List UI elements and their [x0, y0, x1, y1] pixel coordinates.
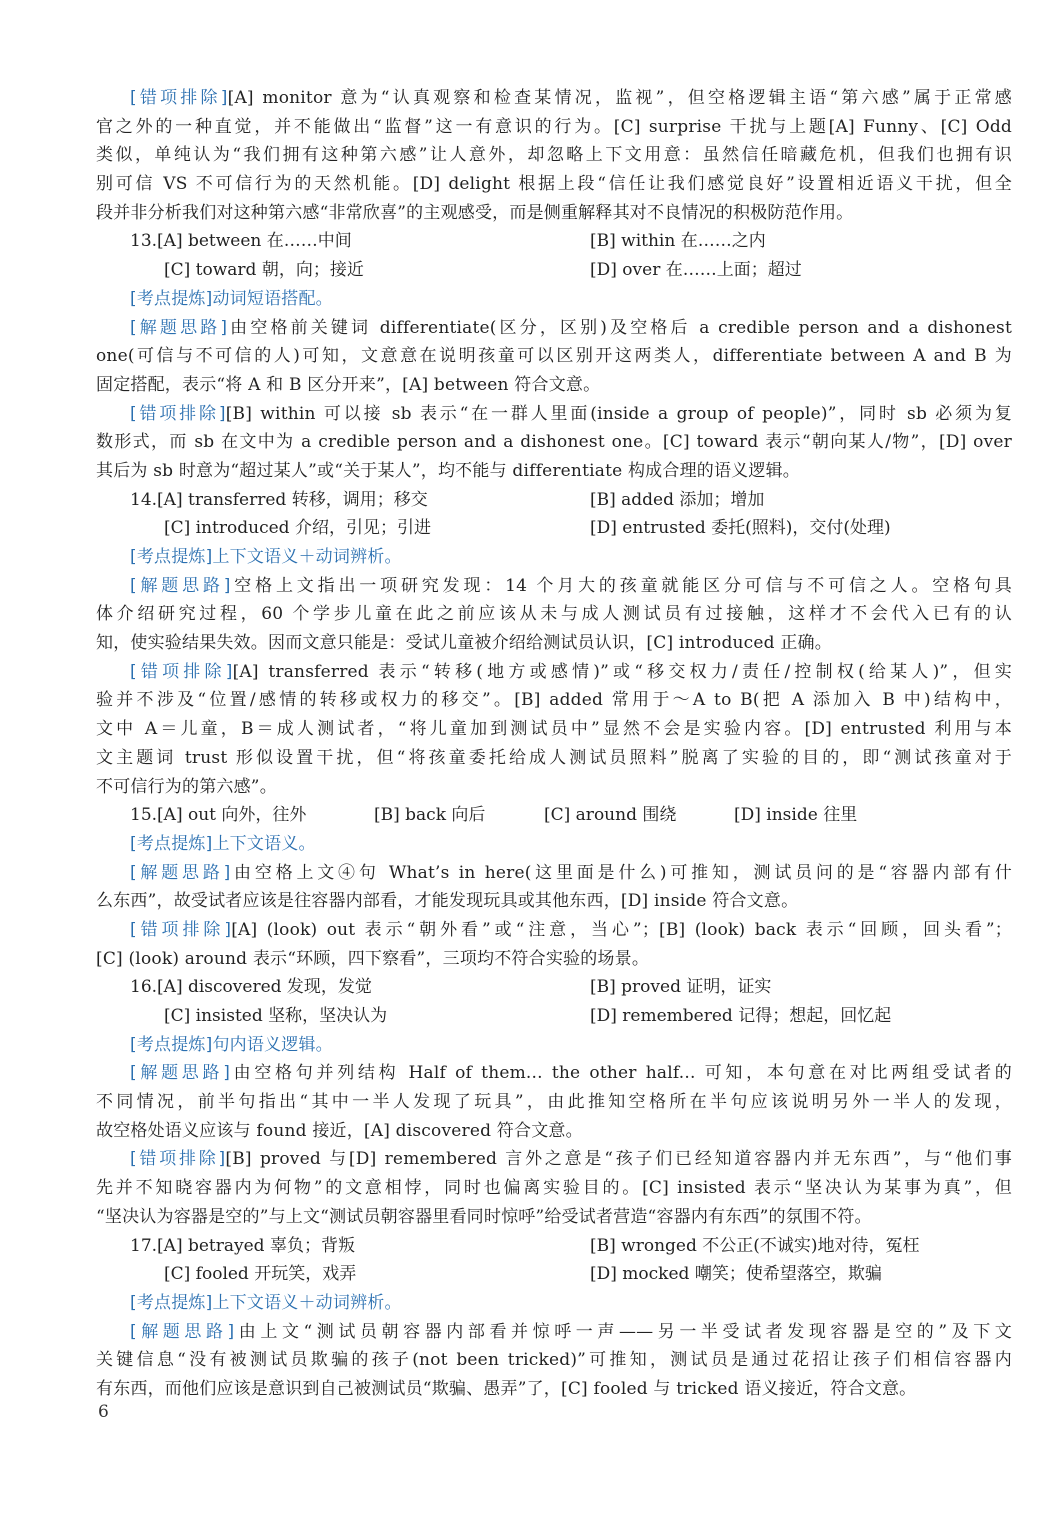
page-content	[96, 84, 1012, 1404]
option-d: [D] mocked 嘲笑；使希望落空，欺骗	[590, 1264, 882, 1285]
paragraph-line: [错项排除][A] monitor 意为“认真观察和检查某情况，监视”，但空格逻辑主语“第六感”属于正常感	[130, 88, 1013, 108]
option-a: 13.[A] between 在……中间	[130, 231, 352, 252]
option-a: 15.[A] out 向外，往外	[130, 805, 307, 826]
question-17-options	[96, 1232, 1012, 1261]
key-point: [考点提炼]上下文语义＋动词辨析。	[130, 1292, 402, 1313]
question-14-options	[96, 486, 1012, 515]
elimination-line: [C] (look) around 表示“环顾，四下察看”，三项均不符合实验的场景。	[96, 948, 650, 969]
reasoning-line: [解题思路]由空格句并列结构 Half of them... the other half... 可知，本句意在对比两组受试者的	[130, 1063, 1012, 1084]
option-c: [C] fooled 开玩笑，戏弄	[164, 1264, 357, 1285]
elimination-line: 不可信行为的第六感”。	[96, 776, 277, 797]
option-c: [C] introduced 介绍，引见；引进	[164, 518, 431, 539]
reasoning-line: 故空格处语义应该与 found 接近，[A] discovered 符合文意。	[96, 1120, 583, 1141]
option-b: [B] within 在……之内	[590, 231, 766, 252]
question-13-options	[96, 256, 1012, 285]
reasoning-line: 固定搭配，表示“将 A 和 B 区分开来”，[A] between 符合文意。	[96, 374, 601, 395]
reasoning-line: 不同情况，前半句指出“其中一半人发现了玩具”，由此推知空格所在半句应该说明另外一半人的发现，	[96, 1092, 1012, 1113]
option-b: [B] added 添加；增加	[590, 489, 765, 510]
option-c: [C] toward 朝，向；接近	[164, 260, 364, 281]
reasoning-line: [解题思路]由空格上文④句 What’s in here(这里面是什么)可推知，测试员问的是“容器内部有什	[130, 862, 1012, 883]
question-17-options	[96, 1260, 1012, 1289]
paragraph-line: 段并非分析我们对这种第六感“非常欣喜”的主观感受，而是侧重解释其对不良情况的积极防范作用。	[96, 202, 854, 223]
elimination-line: 验并不涉及“位置/感情的转移或权力的移交”。[B] added 常用于～A to B(把 A 添加入 B 中)结构中，	[96, 690, 1012, 711]
elimination-line: 文主题词 trust 形似设置干扰，但“将孩童委托给成人测试员照料”脱离了实验的目的，即“测试孩童对于	[96, 747, 1012, 768]
elimination-line: 先并不知晓容器内为何物”的文意相悖，同时也偏离实验目的。[C] insisted 表示“坚决认为某事为真”，但	[96, 1178, 1012, 1199]
page-number: 6	[98, 1402, 109, 1422]
key-point: [考点提炼]上下文语义。	[130, 833, 316, 854]
option-a: 16.[A] discovered 发现，发觉	[130, 977, 372, 998]
elimination-line: 其后为 sb 时意为“超过某人”或“关于某人”，均不能与 differentiate 构成合理的语义逻辑。	[96, 460, 800, 481]
option-d: [D] inside 往里	[734, 805, 858, 826]
reasoning-line: [解题思路]由上文“测试员朝容器内部看并惊呼一声——另一半受试者发现容器是空的”及下文	[130, 1321, 1013, 1342]
option-c: [C] around 围绕	[544, 805, 677, 826]
reasoning-line: 有东西，而他们应该是意识到自己被测试员“欺骗、愚弄”了，[C] fooled 与 tricked 语义接近，符合文意。	[96, 1378, 917, 1399]
reasoning-line: 知，使实验结果失效。因而文意只能是：受试儿童被介绍给测试员认识，[C] introduced 正确。	[96, 633, 832, 654]
option-b: [B] proved 证明，证实	[590, 977, 772, 998]
elimination-line: [错项排除][B] proved 与[D] remembered 言外之意是“孩子们已经知道容器内并无东西”，与“他们事	[130, 1149, 1012, 1170]
elimination-line: [错项排除][A] transferred 表示“转移(地方或感情)”或“移交权力/责任/控制权(给某人)”，但实	[130, 661, 1012, 682]
question-16-options	[96, 973, 1012, 1002]
question-15-options	[96, 801, 1012, 830]
option-a: 14.[A] transferred 转移，调用；移交	[130, 489, 428, 510]
question-14-options	[96, 514, 1012, 543]
paragraph-line: 别可信 VS 不可信行为的天然机能。[D] delight 根据上段“信任让我们感觉良好”设置相近语义干扰，但全	[96, 174, 1012, 195]
label-elimination: [错项排除]	[130, 88, 228, 108]
option-b: [B] back 向后	[374, 805, 486, 826]
option-a: 17.[A] betrayed 辜负；背叛	[130, 1235, 355, 1256]
reasoning-line: [解题思路]空格上文指出一项研究发现：14 个月大的孩童就能区分可信与不可信之人。空格句具	[130, 575, 1013, 596]
elimination-line: 文中 A＝儿童，B＝成人测试者，“将儿童加到测试员中”显然不会是实验内容。[D] entrusted 利用与本	[96, 719, 1012, 740]
question-16-options	[96, 1002, 1012, 1031]
elimination-line: 数形式，而 sb 在文中为 a credible person and a dishonest one。[C] toward 表示“朝向某人/物”，[D] over	[96, 432, 1012, 453]
key-point: [考点提炼]动词短语搭配。	[130, 288, 333, 309]
elimination-line: [错项排除][B] within 可以接 sb 表示“在一群人里面(inside a group of people)”，同时 sb 必须为复	[130, 403, 1013, 424]
key-point: [考点提炼]上下文语义＋动词辨析。	[130, 547, 402, 567]
reasoning-line: 体介绍研究过程，60 个学步儿童在此之前应该从未与成人测试员有过接触，这样才不会代入已有的认	[96, 604, 1012, 625]
elimination-line: [错项排除][A] (look) out 表示“朝外看”或“注意，当心”；[B] (look) back 表示“回顾，回头看”；	[130, 919, 1012, 940]
option-d: [D] remembered 记得；想起，回忆起	[590, 1006, 892, 1026]
reasoning-line: [解题思路]由空格前关键词 differentiate(区分，区别)及空格后 a credible person and a dishonest	[130, 317, 1012, 338]
option-d: [D] entrusted 委托(照料)，交付(处理)	[590, 518, 891, 539]
reasoning-line: 关键信息“没有被测试员欺骗的孩子(not been tricked)”可推知，测试员是通过花招让孩子们相信容器内	[96, 1350, 1012, 1371]
option-b: [B] wronged 不公正(不诚实)地对待，冤枉	[590, 1235, 920, 1256]
paragraph-line: 类似，单纯认为“我们拥有这种第六感”让人意外，却忽略上下文用意：虽然信任暗藏危机，但我们也拥有识	[96, 145, 1012, 166]
key-point: [考点提炼]句内语义逻辑。	[130, 1034, 333, 1055]
paragraph-line: 官之外的一种直觉，并不能做出“监督”这一有意识的行为。[C] surprise 干扰与上题[A] Funny、[C] Odd	[96, 116, 1012, 137]
elimination-line: “坚决认为容器是空的”与上文“测试员朝容器里看同时惊呼”给受试者营造“容器内有东西”的氛围不符。	[96, 1206, 872, 1227]
question-13-options	[96, 227, 1012, 256]
option-c: [C] insisted 坚称，坚决认为	[164, 1006, 388, 1026]
option-d: [D] over 在……上面；超过	[590, 260, 802, 281]
reasoning-line: 么东西”，故受试者应该是往容器内部看，才能发现玩具或其他东西，[D] inside 符合文意。	[96, 891, 799, 912]
reasoning-line: one(可信与不可信的人)可知，文意意在说明孩童可以区别开这两类人，differentiate between A and B 为	[96, 346, 1012, 367]
